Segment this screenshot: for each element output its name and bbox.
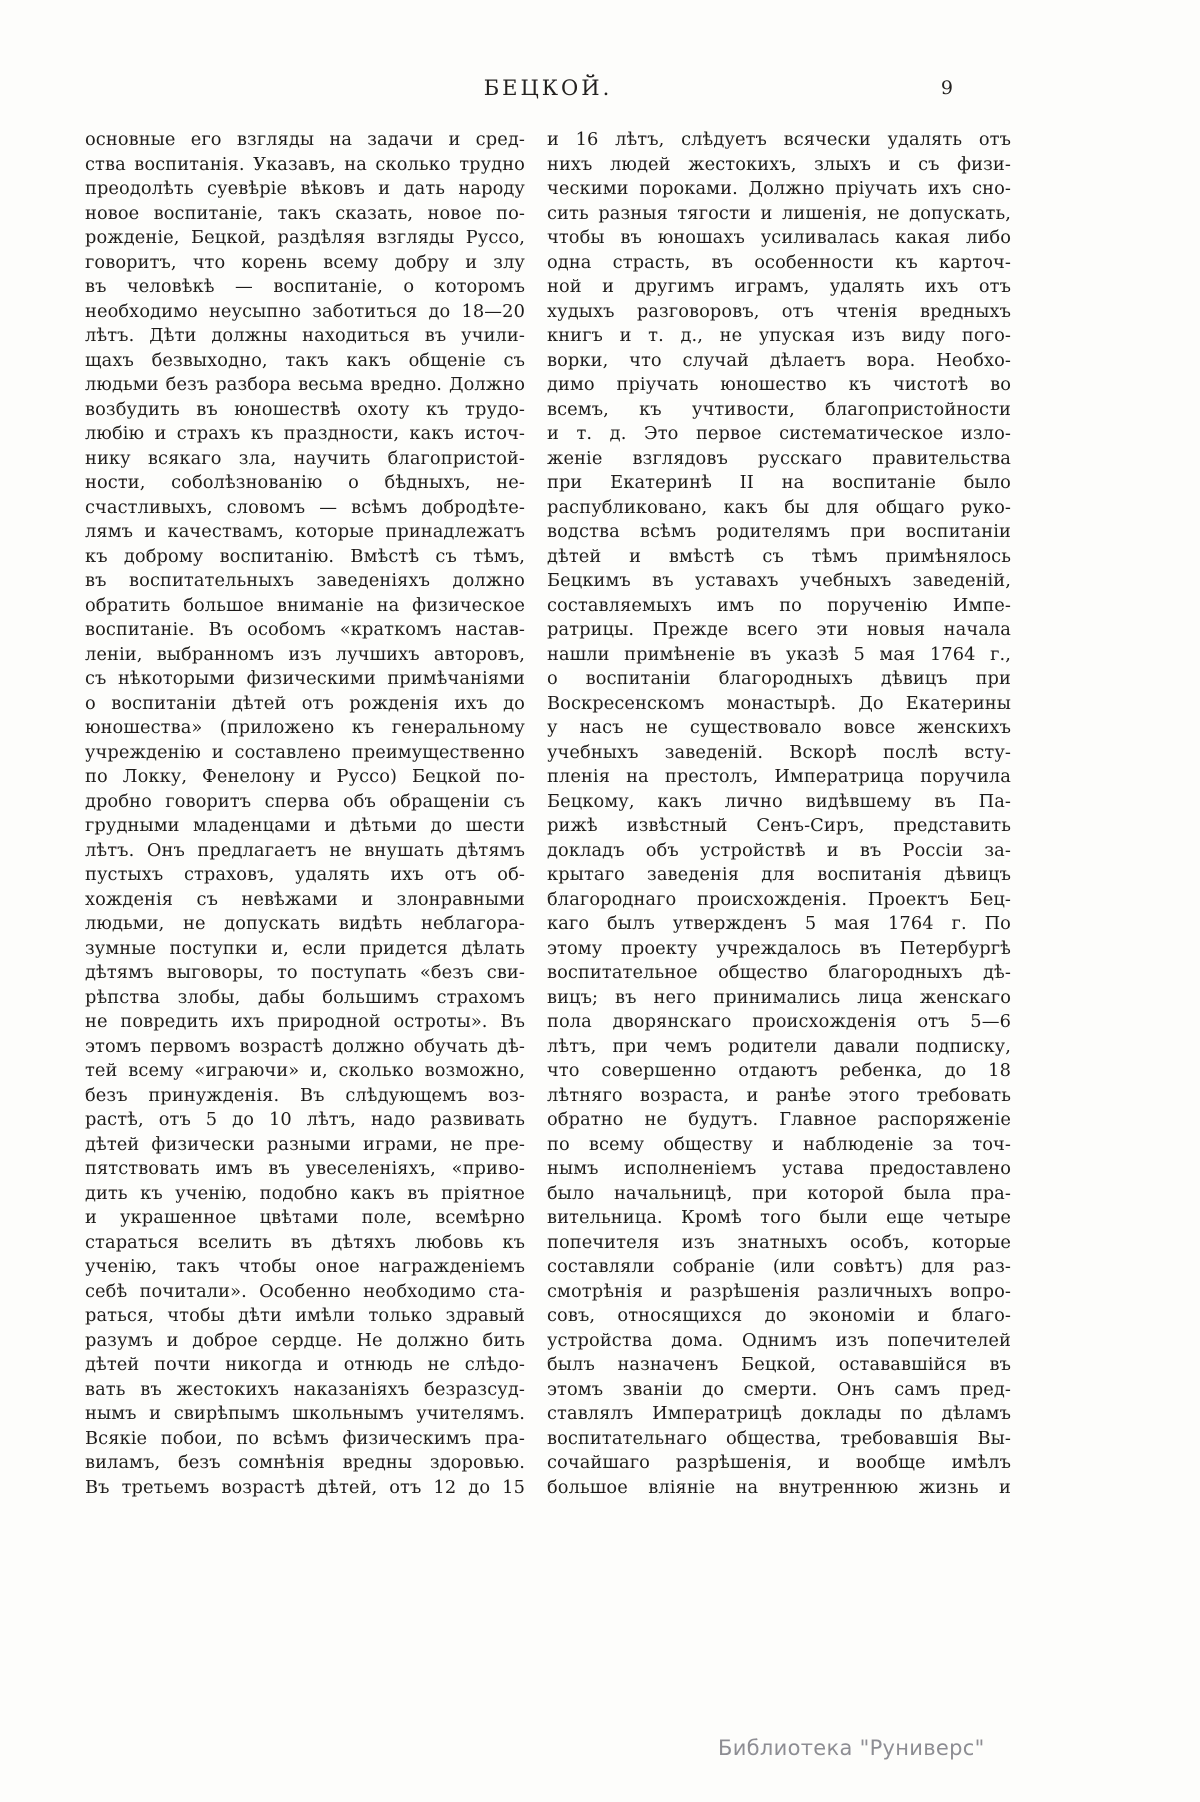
text-line: возбудить въ юношествѣ охоту къ трудо-: [85, 398, 525, 420]
text-line: этомъ первомъ возрастѣ должно обучать дѣ-: [85, 1035, 525, 1057]
text-line: въ человѣкѣ — воспитаніе, о которомъ: [85, 276, 525, 297]
text-line: лѣтъ. Онъ предлагаетъ не внушать дѣтямъ: [85, 839, 525, 861]
text-line: женіе взглядовъ русскаго правительства: [547, 447, 1011, 469]
text-line: воспитаніе. Въ особомъ «краткомъ настав-: [85, 619, 525, 640]
text-line: людьми безъ разбора весьма вредно. Должно: [85, 374, 525, 395]
text-line: Всякіе побои, по всѣмъ физическимъ пра-: [85, 1427, 525, 1449]
page-number: 9: [940, 77, 953, 99]
text-line: къ доброму воспитанію. Вмѣстѣ съ тѣмъ,: [85, 545, 525, 567]
text-line: ратрицы. Прежде всего эти новыя начала: [547, 619, 1011, 640]
text-line: рожденіе, Бецкой, раздѣляя взгляды Руссо,: [85, 227, 525, 248]
text-line: лѣтъ. Дѣти должны находиться въ учили-: [85, 325, 525, 346]
text-line: рижѣ извѣстный Сенъ-Сиръ, представить: [547, 815, 1011, 836]
text-line: воспитательнаго общества, требовавшія Вы-: [547, 1427, 1011, 1449]
text-line: о воспитаніи благородныхъ дѣвицъ при: [547, 668, 1011, 689]
text-line: лямъ и качествамъ, которые принадлежатъ: [85, 521, 525, 542]
text-line: крытаго заведенія для воспитанія дѣвицъ: [547, 864, 1011, 885]
text-line: большое вліяніе на внутреннюю жизнь и: [547, 1476, 1011, 1498]
text-line: ворки, что случай дѣлаетъ вора. Необхо-: [547, 349, 1011, 371]
text-line: по всему обществу и наблюденіе за точ-: [547, 1133, 1011, 1155]
text-line: людьми, не допускать видѣть неблагора-: [85, 913, 525, 934]
text-line: благороднаго происхожденія. Проектъ Бец-: [547, 888, 1011, 910]
text-line: обратно не будутъ. Главное распоряженіе: [547, 1109, 1011, 1130]
text-line: одна страсть, въ особенности къ карточ-: [547, 251, 1011, 273]
text-line: тей всему «играючи» и, сколько возможно,: [85, 1060, 525, 1081]
text-line: юношества» (приложено къ генеральному: [85, 717, 525, 738]
text-line: безъ принужденія. Въ слѣдующемъ воз-: [85, 1084, 525, 1106]
text-line: съ нѣкоторыми физическими примѣчаніями: [85, 668, 525, 689]
text-line: и украшенное цвѣтами поле, всемѣрно: [85, 1207, 525, 1228]
text-line: вать въ жестокихъ наказаніяхъ безразсуд-: [85, 1378, 525, 1400]
text-line: преодолѣть суевѣріе вѣковъ и дать народу: [85, 178, 525, 199]
text-line: грудными младенцами и дѣтьми до шести: [85, 815, 525, 836]
text-line: было начальницѣ, при которой была пра-: [547, 1182, 1011, 1204]
text-line: пола дворянскаго происхожденія отъ 5—6: [547, 1011, 1011, 1032]
text-line: лѣтняго возраста, и ранѣе этого требовать: [547, 1084, 1011, 1106]
text-line: зумные поступки и, если придется дѣлать: [85, 937, 525, 959]
text-line: нымъ исполненіемъ устава предоставлено: [547, 1158, 1011, 1179]
text-line: этому проекту учреждалось въ Петербургѣ: [547, 937, 1011, 959]
text-line: былъ назначенъ Бецкой, остававшійся въ: [547, 1354, 1011, 1375]
text-line: по Локку, Фенелону и Руссо) Бецкой по-: [85, 766, 525, 787]
two-column-text-block: [85, 128, 1011, 1500]
text-line: пятствовать имъ въ увеселеніяхъ, «приво-: [85, 1158, 525, 1179]
text-line: распубликовано, какъ бы для общаго руко-: [547, 496, 1011, 518]
text-line: дѣтей почти никогда и отнюдь не слѣдо-: [85, 1354, 525, 1375]
text-line: книгъ и т. д., не упуская изъ виду пого-: [547, 325, 1011, 346]
text-line: дробно говоритъ сперва объ обращеніи съ: [85, 790, 525, 812]
text-line: докладъ объ устройствѣ и въ Россіи за-: [547, 839, 1011, 861]
text-line: водства всѣмъ родителямъ при воспитаніи: [547, 521, 1011, 542]
text-line: смотрѣнія и разрѣшенія различныхъ вопро-: [547, 1280, 1011, 1302]
text-line: дѣтямъ выговоры, то поступать «безъ сви-: [85, 962, 525, 983]
text-line: новое воспитаніе, такъ сказать, новое по-: [85, 202, 525, 224]
text-line: дить къ ученію, подобно какъ въ пріятное: [85, 1182, 525, 1204]
text-line: Бецкому, какъ лично видѣвшему въ Па-: [547, 790, 1011, 812]
text-line: не повредить ихъ природной остроты». Въ: [85, 1011, 525, 1032]
text-line: составляли собраніе (или совѣтъ) для раз-: [547, 1256, 1011, 1277]
text-line: ученію, такъ чтобы оное награжденіемъ: [85, 1256, 525, 1277]
text-line: нику всякаго зла, научить благопристой-: [85, 447, 525, 469]
text-line: воспитательное общество благородныхъ дѣ-: [547, 962, 1011, 983]
text-line: растѣ, отъ 5 до 10 лѣтъ, надо развивать: [85, 1109, 525, 1130]
text-line: устройства дома. Однимъ изъ попечителей: [547, 1329, 1011, 1351]
text-line: всемъ, къ учтивости, благопристойности: [547, 398, 1011, 420]
text-line: ческими пороками. Должно пріучать ихъ сно-: [547, 178, 1011, 199]
text-line: ставлялъ Императрицѣ доклады по дѣламъ: [547, 1403, 1011, 1424]
text-line: хожденія съ невѣжами и злонравными: [85, 888, 525, 910]
text-line: димо пріучать юношество къ чистотѣ во: [547, 374, 1011, 395]
text-line: Воскресенскомъ монастырѣ. До Екатерины: [547, 692, 1011, 714]
text-line: составляемыхъ имъ по порученію Импе-: [547, 594, 1011, 616]
text-line: вительница. Кромѣ того были еще четыре: [547, 1207, 1011, 1228]
text-line: и 16 лѣтъ, слѣдуетъ всячески удалять отъ: [547, 129, 1011, 150]
text-line: себѣ почитали». Особенно необходимо ста-: [85, 1280, 525, 1302]
text-line: при Екатеринѣ II на воспитаніе было: [547, 472, 1011, 493]
text-line: основные его взгляды на задачи и сред-: [85, 129, 525, 150]
text-column-left: [85, 128, 525, 1500]
text-line: ной и другимъ играмъ, удалять ихъ отъ: [547, 276, 1011, 297]
running-head-title: БЕЦКОЙ.: [483, 76, 613, 100]
text-line: попечителя изъ знатныхъ особъ, которые: [547, 1231, 1011, 1253]
text-line: каго былъ утвержденъ 5 мая 1764 г. По: [547, 913, 1011, 934]
text-line: о воспитаніи дѣтей отъ рожденія ихъ до: [85, 692, 525, 714]
text-line: любію и страхъ къ праздности, какъ источ-: [85, 423, 525, 444]
text-line: говоритъ, что корень всему добру и злу: [85, 251, 525, 273]
text-line: въ воспитательныхъ заведеніяхъ должно: [85, 570, 525, 591]
text-line: учебныхъ заведеній. Вскорѣ послѣ всту-: [547, 741, 1011, 763]
text-line: Въ третьемъ возрастѣ дѣтей, отъ 12 до 15: [85, 1476, 525, 1498]
text-line: раться, чтобы дѣти имѣли только здравый: [85, 1305, 525, 1326]
text-line: и т. д. Это первое систематическое изло-: [547, 423, 1011, 444]
text-line: нашли примѣненіе въ указѣ 5 мая 1764 г.,: [547, 643, 1011, 665]
text-line: чтобы въ юношахъ усиливалась какая либо: [547, 227, 1011, 248]
page-header: [85, 76, 1011, 106]
text-line: пленія на престолъ, Императрица поручила: [547, 766, 1011, 787]
text-line: что совершенно отдаютъ ребенка, до 18: [547, 1060, 1011, 1081]
text-column-right: [547, 128, 1011, 1500]
text-line: худыхъ разговоровъ, отъ чтенія вредныхъ: [547, 300, 1011, 322]
text-line: нымъ и свирѣпымъ школьнымъ учителямъ.: [85, 1403, 525, 1424]
text-line: сить разныя тягости и лишенія, не допускать,: [547, 202, 1011, 224]
text-line: у насъ не существовало вовсе женскихъ: [547, 717, 1011, 738]
text-line: Бецкимъ въ уставахъ учебныхъ заведеній,: [547, 570, 1011, 591]
text-line: виламъ, безъ сомнѣнія вредны здоровью.: [85, 1452, 525, 1473]
text-line: дѣтей физически разными играми, не пре-: [85, 1133, 525, 1155]
library-watermark: Библиотека "Руниверс": [718, 1736, 985, 1760]
text-line: сочайшаго разрѣшенія, и вообще имѣлъ: [547, 1452, 1011, 1473]
text-line: пустыхъ страховъ, удалять ихъ отъ об-: [85, 864, 525, 885]
text-line: рѣпства злобы, дабы большимъ страхомъ: [85, 986, 525, 1008]
text-line: нихъ людей жестокихъ, злыхъ и съ физи-: [547, 153, 1011, 175]
text-line: разумъ и доброе сердце. Не должно бить: [85, 1329, 525, 1351]
text-line: щахъ безвыходно, такъ какъ общеніе съ: [85, 349, 525, 371]
text-line: совъ, относящихся до экономіи и благо-: [547, 1305, 1011, 1326]
text-line: леніи, выбранномъ изъ лучшихъ авторовъ,: [85, 643, 525, 665]
text-line: учрежденію и составлено преимущественно: [85, 741, 525, 763]
text-line: этомъ званіи до смерти. Онъ самъ пред-: [547, 1378, 1011, 1400]
text-line: ности, соболѣзнованію о бѣдныхъ, не-: [85, 472, 525, 493]
text-line: лѣтъ, при чемъ родители давали подписку,: [547, 1035, 1011, 1057]
text-line: вицъ; въ него принимались лица женскаго: [547, 986, 1011, 1008]
text-line: ства воспитанія. Указавъ, на сколько трудно: [85, 153, 525, 175]
text-line: обратить большое вниманіе на физическое: [85, 594, 525, 616]
text-line: необходимо неусыпно заботиться до 18—20: [85, 300, 525, 322]
text-line: дѣтей и вмѣстѣ съ тѣмъ примѣнялось: [547, 545, 1011, 567]
text-line: счастливыхъ, словомъ — всѣмъ добродѣте-: [85, 496, 525, 518]
text-line: стараться вселить въ дѣтяхъ любовь къ: [85, 1231, 525, 1253]
